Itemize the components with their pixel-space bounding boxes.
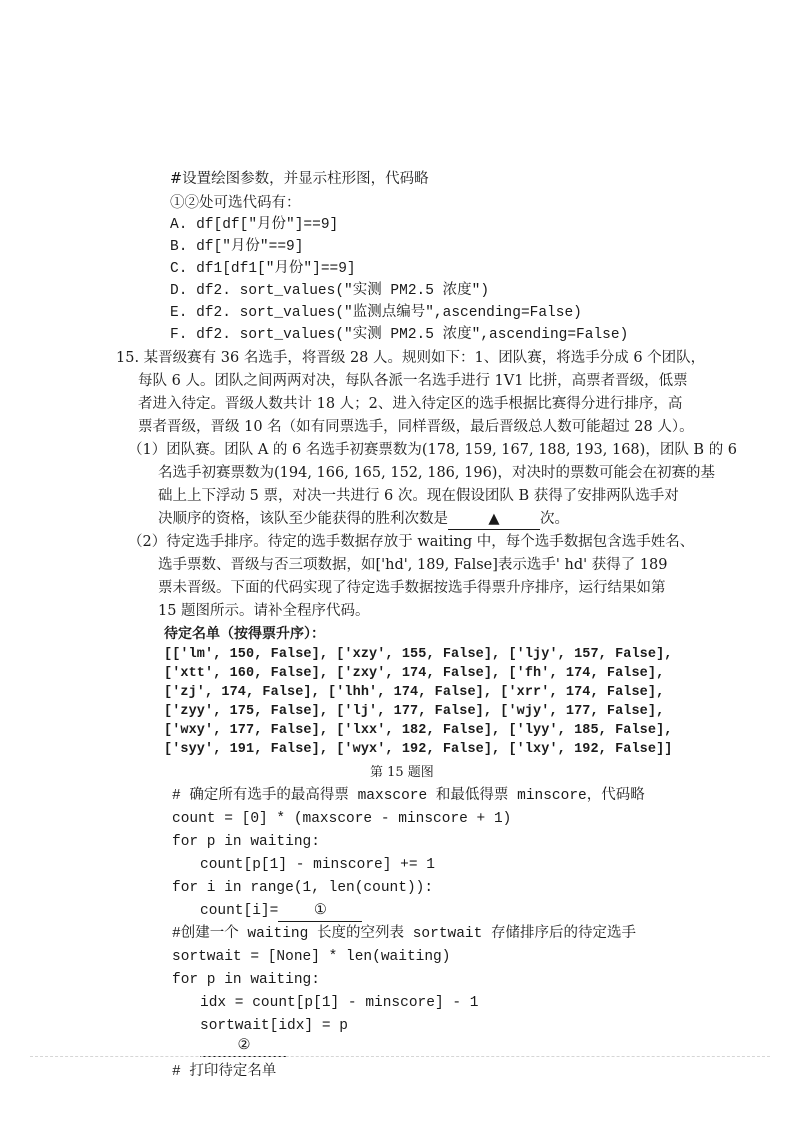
part1-last-post: 次。	[540, 511, 569, 527]
code-line: count[p[1] - minscore] += 1	[200, 857, 435, 873]
code-line: sortwait = [None] * len(waiting)	[172, 949, 451, 965]
option-f: F. df2. sort_values("实测 PM2.5 浓度",ascending=False)	[170, 327, 629, 343]
code-comment: # 打印待定名单	[172, 1064, 277, 1080]
page-divider	[30, 1056, 770, 1057]
figure-caption: 第 15 题图	[370, 765, 434, 780]
output-line: ['xtt', 160, False], ['zxy', 174, False], ['fh', 174, False],	[164, 666, 665, 681]
part2-line: 票未晋级。下面的代码实现了待定选手数据按选手得票升序排序，运行结果如第	[158, 580, 666, 596]
output-line: [['lm', 150, False], ['xzy', 155, False], ['ljy', 157, False],	[164, 647, 673, 662]
output-line: ['wxy', 177, False], ['lxx', 182, False], ['lyy', 185, False],	[164, 723, 673, 738]
chart-comment: #设置绘图参数，并显示柱形图，代码略	[170, 171, 429, 187]
code-line: count = [0] * (maxscore - minscore + 1)	[172, 811, 512, 827]
option-a: A. df[df["月份"]==9]	[170, 217, 339, 233]
code-line-blank1	[200, 901, 362, 922]
code-line: sortwait[idx] = p	[200, 1018, 348, 1034]
q15-intro-line: 票者晋级，晋级 10 名（如有同票选手，同样晋级，最后晋级总人数可能超过 28 人）。	[138, 419, 694, 435]
answer-blank-2[interactable]: ②	[200, 1036, 288, 1057]
q15-intro-line: 15. 某晋级赛有 36 名选手，将晋级 28 人。规则如下：1、团队赛，将选手分成 6 个团队，	[116, 350, 706, 366]
output-line: ['zyy', 175, False], ['lj', 177, False], ['wjy', 177, False],	[164, 704, 665, 719]
part2-line: 选手票数、晋级与否三项数据，如['hd', 189, False]表示选手' hd' 获得了 189	[158, 557, 668, 573]
option-e: E. df2. sort_values("监测点编号",ascending=False)	[170, 305, 582, 321]
q15-intro-line: 每队 6 人。团队之间两两对决，每队各派一名选手进行 1V1 比拼，高票者晋级，低票	[138, 373, 688, 389]
code-comment: #创建一个 waiting 长度的空列表 sortwait 存储排序后的待定选手	[172, 926, 637, 942]
q15-intro-line: 者进入待定。晋级人数共计 18 人；2、进入待定区的选手根据比赛得分进行排序，高	[138, 396, 683, 412]
answer-blank[interactable]: ▲	[448, 509, 540, 530]
part1-last-pre: 决顺序的资格，该队至少能获得的胜利次数是	[158, 511, 448, 527]
option-d: D. df2. sort_values("实测 PM2.5 浓度")	[170, 283, 490, 299]
output-line: ['syy', 191, False], ['wyx', 192, False], ['lxy', 192, False]]	[164, 742, 673, 757]
code-line: for p in waiting:	[172, 834, 320, 850]
code-comment: # 确定所有选手的最高得票 maxscore 和最低得票 minscore，代码略	[172, 788, 645, 804]
options-heading: ①②处可选代码有：	[170, 195, 301, 211]
code-line: idx = count[p[1] - minscore] - 1	[200, 995, 479, 1011]
option-b: B. df["月份"==9]	[170, 239, 304, 255]
output-title: 待定名单（按得票升序）：	[164, 626, 325, 642]
part2-line: （2）待定选手排序。待定的选手数据存放于 waiting 中，每个选手数据包含选手姓名、	[128, 534, 695, 550]
part1-line: 础上上下浮动 5 票，对决一共进行 6 次。现在假设团队 B 获得了安排两队选手对	[158, 488, 679, 504]
code-text: count[i]=	[200, 903, 279, 919]
code-line: for i in range(1, len(count)):	[172, 880, 434, 896]
output-line: ['zj', 174, False], ['lhh', 174, False], ['xrr', 174, False],	[164, 685, 665, 700]
code-line-blank2	[200, 1036, 288, 1057]
code-line: for p in waiting:	[172, 972, 320, 988]
part1-last-line	[158, 509, 569, 530]
option-c: C. df1[df1["月份"]==9]	[170, 261, 356, 277]
part1-line: 名选手初赛票数为(194, 166, 165, 152, 186, 196)，对决时的票数可能会在初赛的基	[158, 465, 715, 481]
part1-line: （1）团队赛。团队 A 的 6 名选手初赛票数为(178, 159, 167, 188, 193, 168)，团队 B 的 6	[128, 442, 738, 458]
part2-line: 15 题图所示。请补全程序代码。	[158, 603, 370, 619]
answer-blank-1[interactable]: ①	[278, 901, 362, 922]
